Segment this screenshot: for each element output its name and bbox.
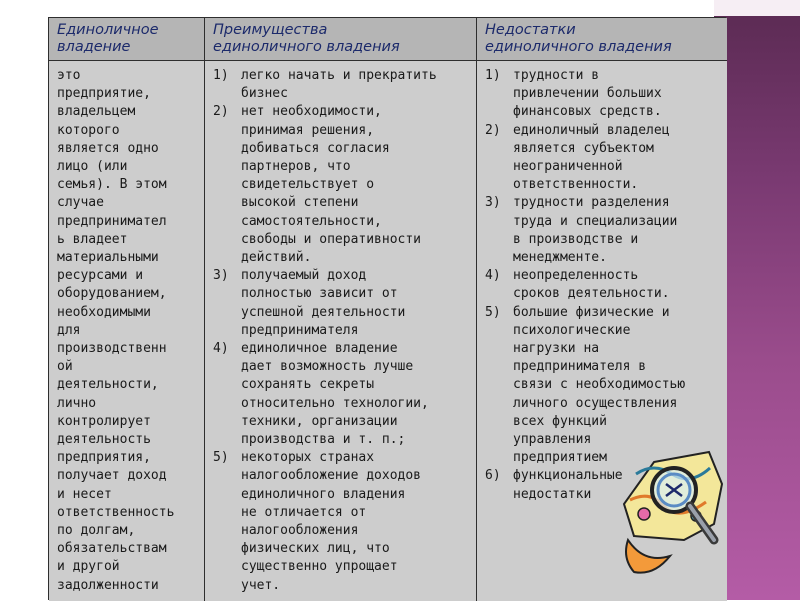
item-number: 4) (485, 268, 501, 284)
side-decor-top (714, 0, 800, 16)
list-item (485, 122, 723, 195)
item-text: единоличное владение дает возможность лучше сохранять секреты относительно технологии, техники, организации производства и т. п.; (241, 341, 429, 448)
list-item (213, 103, 472, 267)
item-text: трудности разделения труда и специализации в производстве и менеджменте. (513, 195, 678, 266)
description-text: это предприятие, владельцем которого является одно лицо (или семья). В этом случае предпринимател ь владеет материальными ресурсами и оборудованием, необходимыми для производственн ой деятельности, лично контролирует деятельность предприятия, получает доход и несет ответственность по долгам, обязательствам и другой задолженности (57, 68, 175, 593)
list-item (485, 304, 723, 468)
item-text: получаемый доход полностью зависит от успешной деятельности предпринимателя (241, 268, 406, 338)
item-number: 3) (213, 268, 229, 284)
list-item (213, 67, 472, 103)
item-text: неопределенность сроков деятельности. (513, 268, 670, 302)
magnifier-over-map-icon (614, 444, 724, 584)
list-item (485, 267, 723, 303)
list-item (485, 194, 723, 267)
item-number: 5) (485, 304, 501, 320)
list-item (213, 449, 472, 595)
item-number: 5) (213, 450, 229, 466)
list-item (213, 340, 472, 449)
item-text: большие физические и психологические нагрузки на предпринимателя в связи с необходимостью личного осуществления всех функций управления предприятием (513, 304, 686, 466)
header-sole-ownership: Единоличное владение (49, 18, 205, 61)
item-number: 6) (485, 468, 501, 484)
header-disadvantages: Недостатки единоличного владения (477, 18, 727, 61)
item-number: 2) (485, 122, 501, 138)
item-text: единоличный владелец является субъектом неограниченной ответственности. (513, 122, 670, 193)
advantages-list (213, 67, 472, 595)
item-number: 3) (485, 195, 501, 211)
item-text: легко начать и прекратить бизнес (241, 68, 437, 102)
cell-description (49, 61, 205, 601)
item-text: нет необходимости, принимая решения, добиваться согласия партнеров, что свидетельствует о высокой степени самостоятельности, свободы и оперативности действий. (241, 104, 422, 266)
list-item (213, 267, 472, 340)
item-number: 1) (213, 68, 229, 83)
header-advantages: Преимущества единоличного владения (205, 18, 477, 61)
cell-advantages (205, 61, 477, 601)
item-number: 4) (213, 341, 229, 357)
list-item (485, 67, 723, 122)
item-number: 2) (213, 104, 229, 120)
item-text: трудности в привлечении больших финансовых средств. (513, 68, 662, 120)
item-number: 1) (485, 68, 501, 83)
disadvantages-list (485, 67, 723, 504)
item-text: некоторых странах налогообложение доходов единоличного владения не отличается от налогообложения физических лиц, что существенно упрощает учет. (241, 450, 422, 593)
item-text: функциональные недостатки (513, 468, 623, 502)
